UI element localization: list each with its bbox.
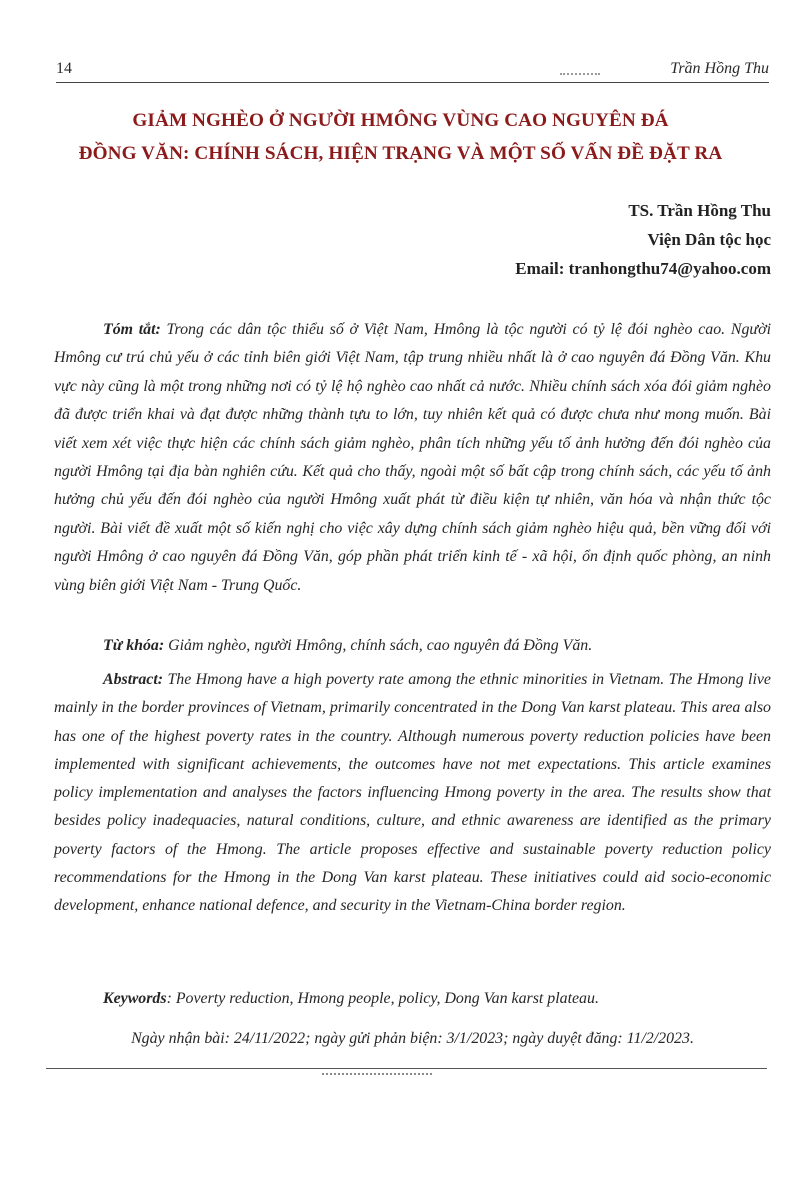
header-rule — [56, 82, 769, 83]
keywords-en-label: Keywords — [103, 990, 167, 1007]
abstract-vi-text: Trong các dân tộc thiểu số ở Việt Nam, Hmông là tộc người có tỷ lệ đói nghèo cao. Người Hmông cư trú chủ yếu ở các tỉnh biên giới Việt Nam, tập trung nhiều nhất là ở cao nguyên đá Đồng Văn. Khu vực này cũng là một trong những nơi có tỷ lệ hộ nghèo cao nhất cả nước. Nhiều chính sách xóa đói giảm nghèo đã được triển khai và đạt được những thành tựu to lớn, tuy nhiên kết quả có được chưa như mong muốn. Bài viết xem xét việc thực hiện các chính sách giảm nghèo, phân tích những yếu tố ảnh hưởng đến đói nghèo của người Hmông tại địa bàn nghiên cứu. Kết quả cho thấy, ngoài một số bất cập trong chính sách, các yếu tố ảnh hưởng chủ yếu đến đói nghèo của người Hmông xuất phát từ điều kiện tự nhiên, văn hóa và nhận thức tộc người. Bài viết đề xuất một số kiến nghị cho việc xây dựng chính sách giảm nghèo hiệu quả, bền vững đối với người Hmông ở cao nguyên đá Đồng Văn, góp phần phát triển kinh tế - xã hội, ổn định quốc phòng, an ninh vùng biên giới Việt Nam - Trung Quốc. — [54, 321, 771, 594]
keywords-vi-text: Giảm nghèo, người Hmông, chính sách, cao nguyên đá Đồng Văn. — [164, 637, 593, 654]
abstract-en-text: The Hmong have a high poverty rate among the ethnic minorities in Vietnam. The Hmong live mainly in the border provinces of Vietnam, primarily concentrated in the Dong Van karst plateau. This area also has one of the highest poverty rates in the country. Although numerous poverty reduction policies have been implemented with significant achievements, the outcomes have not met expectations. This article examines policy implementation and analyses the factors influencing Hmong poverty in the area. The results show that besides policy inadequacies, natural conditions, culture, and ethnic awareness are identified as the primary poverty factors of the Hmong. The article proposes effective and sustainable poverty reduction policy recommendations for the Hmong in the Dong Van karst plateau. These initiatives could aid socio-economic development, enhance national defence, and security in the Vietnam-China border region. — [54, 671, 771, 915]
title-line-1: GIẢM NGHÈO Ở NGƯỜI HMÔNG VÙNG CAO NGUYÊN ĐÁ — [132, 110, 669, 131]
author-name: TS. Trần Hồng Thu — [628, 201, 771, 220]
keywords-en-text: : Poverty reduction, Hmong people, policy, Dong Van karst plateau. — [166, 990, 599, 1007]
submission-dates: Ngày nhận bài: 24/11/2022; ngày gửi phản biện: 3/1/2023; ngày duyệt đăng: 11/2/2023. — [131, 1030, 694, 1047]
abstract-english — [54, 666, 771, 921]
title-line-2: ĐỒNG VĂN: CHÍNH SÁCH, HIỆN TRẠNG VÀ MỘT SỐ VẤN ĐỀ ĐẶT RA — [78, 143, 723, 164]
keywords-vi-label: Từ khóa: — [103, 637, 165, 654]
page-number: 14 — [56, 60, 72, 77]
abstract-en-label: Abstract: — [103, 671, 164, 688]
header-scan-marks — [560, 73, 600, 75]
abstract-vi-label: Tóm tắt: — [103, 321, 161, 338]
footer-scan-marks — [322, 1073, 432, 1077]
author-affiliation: Viện Dân tộc học — [647, 230, 771, 249]
abstract-vietnamese — [54, 316, 771, 600]
keywords-vietnamese — [54, 632, 771, 660]
article-title — [40, 104, 761, 170]
keywords-english — [54, 985, 771, 1013]
footer-rule — [46, 1068, 767, 1069]
author-email[interactable]: Email: tranhongthu74@yahoo.com — [515, 259, 771, 278]
running-head-author: Trần Hồng Thu — [670, 60, 769, 77]
author-block — [515, 196, 771, 283]
page-header — [56, 54, 769, 82]
